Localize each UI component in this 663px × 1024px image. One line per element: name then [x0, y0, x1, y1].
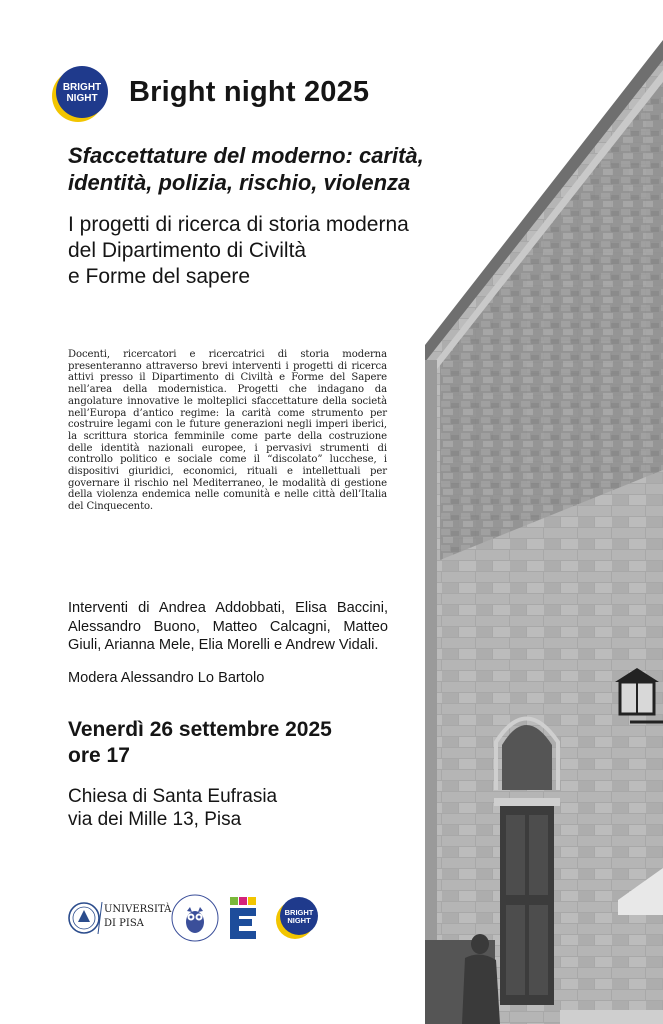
moderator: Modera Alessandro Lo Bartolo	[68, 670, 265, 686]
event-date-time: ore 17	[68, 744, 130, 767]
projects-heading	[68, 212, 478, 290]
logo-text-line1: BRIGHT	[62, 82, 102, 93]
event-subtitle: Sfaccettature del moderno: carità, identità, polizia, rischio, violenza	[68, 143, 424, 195]
unipi-line2: DI PISA	[104, 918, 144, 929]
bright-night-logo	[51, 65, 109, 123]
venue-address: via dei Mille 13, Pisa	[68, 809, 242, 830]
event-description: Docenti, ricercatori e ricercatrici di storia moderna presenteranno attraverso brevi interventi i progetti di ricerca attivi presso il Dipartimento di Civiltà e Forme del Sapere nell’area della modernistica. Progetti che indagano da angolature innovative le molteplici sfaccettature della società nell’Europa d’antico regime: la carità come strumento per costruire legami con le future generazioni negli imperi iberici, la scrittura storica femminile come parte della costruzione delle identità nazionali europee, i pervasivi strumenti di controllo politico e sociale come il “discolato” lucchese, i dispositivi giuridici, economici, rituali e intellettuali per governare il rischio nel Mediterraneo, le modalità di gestione della violenza endemica nelle comunità e nelle città dell’Italia del Cinquecento.	[68, 349, 387, 513]
event-date-day: Venerdì 26 settembre 2025	[68, 718, 332, 741]
venue-name: Chiesa di Santa Eufrasia	[68, 786, 278, 807]
speakers-list: Interventi di Andrea Addobbati, Elisa Baccini, Alessandro Buono, Matteo Calcagni, Matteo Giuli, Arianna Mele, Elia Morelli e Andrew Vidali.	[68, 600, 388, 654]
event-venue	[68, 785, 277, 831]
projects-line: e Forme del sapere	[68, 265, 251, 288]
projects-line: del Dipartimento di Civiltà	[68, 239, 307, 262]
unipi-line1: UNIVERSITÀ	[104, 904, 172, 915]
event-title: Bright night 2025	[129, 76, 370, 108]
event-date	[68, 717, 332, 769]
department-owl-logo	[170, 893, 220, 943]
bright-night-logo-footer	[276, 897, 318, 939]
university-of-pisa-name	[104, 903, 171, 931]
footer-logo-text-line1: BRIGHT	[284, 908, 314, 917]
projects-line: I progetti di ricerca di storia moderna	[68, 213, 409, 236]
e-brand-logo	[230, 897, 256, 939]
footer-logo-text-line2: NIGHT	[287, 916, 311, 925]
logo-text-line2: NIGHT	[66, 93, 98, 104]
